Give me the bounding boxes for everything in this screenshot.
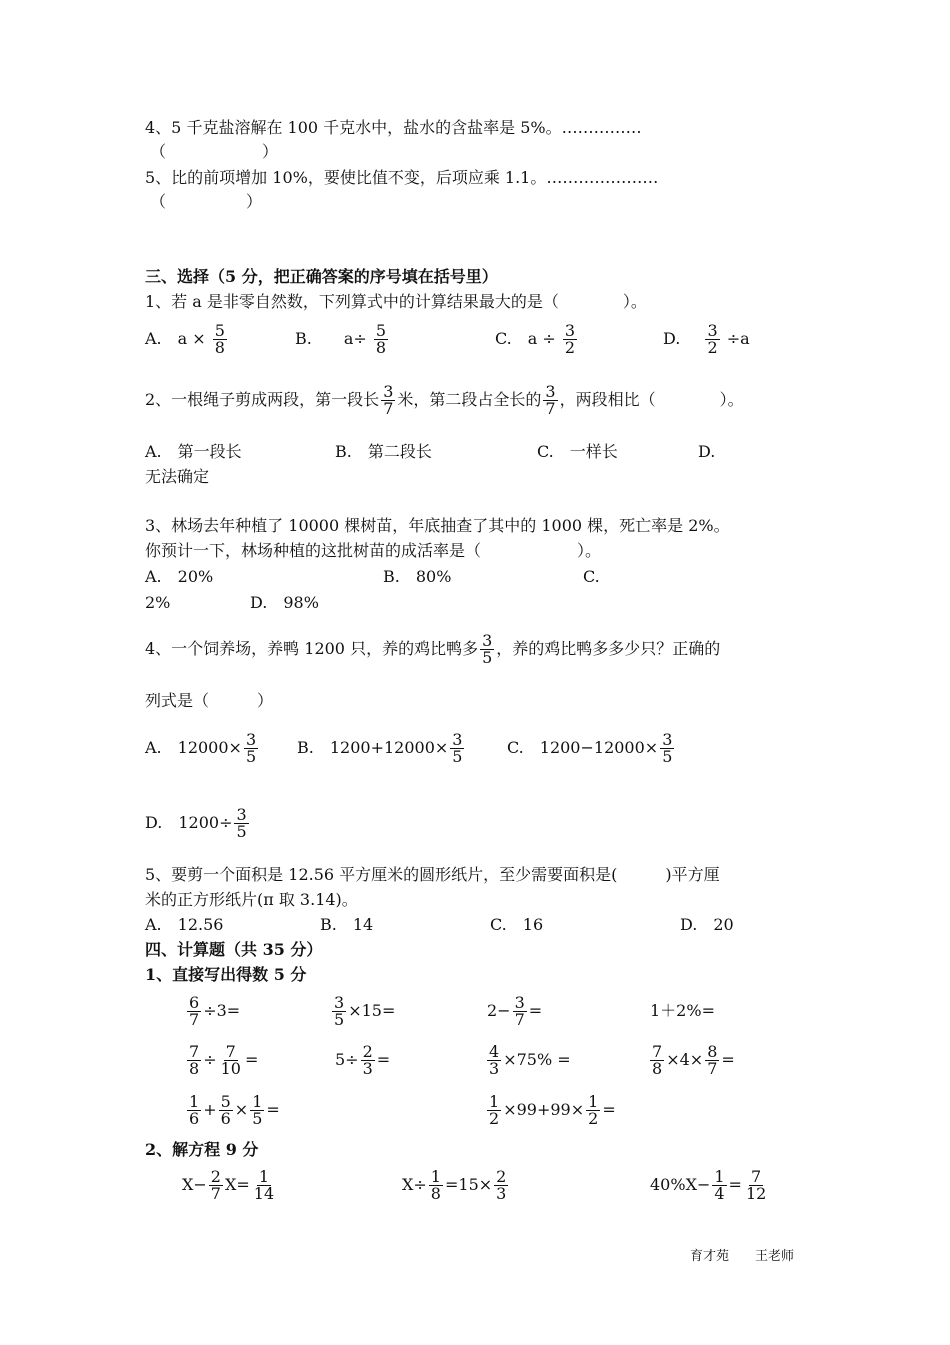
question-stem: 5、要剪一个面积是 12.56 平方厘米的圆形纸片，至少需要面积是( )平方厘: [145, 865, 720, 884]
q1-option-d[interactable]: D. $\frac{3}{2}$ ÷a: [663, 321, 750, 357]
footer-teacher: 王老师: [755, 1249, 795, 1264]
answer-paren[interactable]: （ ）: [150, 142, 279, 161]
subsection-heading: 2、解方程 9 分: [145, 1140, 259, 1159]
calc-expr: $\frac{6}{7}$ ÷3=: [189, 993, 241, 1029]
calc-expr: 1＋2%=: [650, 1001, 715, 1020]
q3-option-c[interactable]: C.: [583, 567, 600, 586]
section-heading: 三、选择（5 分，把正确答案的序号填在括号里）: [145, 267, 498, 286]
q1-option-c[interactable]: C. a ÷ $\frac{3}{2}$: [495, 321, 576, 357]
q5-option-a[interactable]: A. 12.56: [145, 915, 224, 934]
judge-q4: 4、5 千克盐溶解在 100 千克水中，盐水的含盐率是 5%。……………: [145, 118, 642, 137]
fraction: $\frac{3}{7}$: [545, 382, 556, 418]
q1-option-b[interactable]: B. a÷ $\frac{5}{8}$: [295, 321, 387, 357]
question-stem: 你预计一下，林场种植的这批树苗的成活率是（ ）。: [145, 541, 602, 560]
footer-org: 育才苑: [690, 1249, 730, 1264]
question-stem: 列式是（ ）: [145, 691, 274, 710]
calc-expr: 5÷ $\frac{2}{3}$ =: [335, 1042, 391, 1078]
calc-expr: 2− $\frac{3}{7}$ =: [487, 993, 543, 1029]
fraction: $\frac{3}{5}$: [245, 730, 257, 766]
fraction: $\frac{3}{5}$: [236, 805, 247, 841]
question-stem: 1、若 a 是非零自然数，下列算式中的计算结果最大的是（ ）。: [145, 292, 647, 311]
fraction: $\frac{3}{5}$: [482, 631, 493, 667]
q3-option-b[interactable]: B. 80%: [383, 567, 452, 586]
q2-option-b[interactable]: B. 第二段长: [335, 442, 432, 461]
subsection-heading: 1、直接写出得数 5 分: [145, 965, 307, 984]
calc-expr: $\frac{1}{6}$ + $\frac{5}{6}$ × $\frac{1}{5}$ =: [189, 1092, 280, 1128]
fraction: $\frac{5}{8}$: [214, 321, 225, 357]
fraction: $\frac{5}{8}$: [375, 321, 387, 357]
fraction: $\frac{3}{2}$: [707, 321, 718, 357]
calc-expr: $\frac{1}{2}$ ×99+99× $\frac{1}{2}$ =: [489, 1092, 616, 1128]
q4-option-d[interactable]: D. 1200÷ $\frac{3}{5}$: [145, 805, 247, 841]
calc-expr: $\frac{3}{5}$ ×15=: [334, 993, 396, 1029]
q2-option-d-text: 无法确定: [145, 467, 210, 486]
q3-option-d[interactable]: D. 98%: [250, 593, 319, 612]
calc-expr: $\frac{7}{8}$ ×4× $\frac{8}{7}$ =: [652, 1042, 735, 1078]
section-heading: 四、计算题（共 35 分）: [145, 940, 323, 959]
calc-expr: $\frac{7}{8}$ ÷ $\frac{7}{10}$ =: [189, 1042, 259, 1078]
question-stem: 3、林场去年种植了 10000 棵树苗，年底抽查了其中的 1000 棵，死亡率是 2%。: [145, 516, 730, 535]
judge-q5: 5、比的前项增加 10%，要使比值不变，后项应乘 1.1。…………………: [145, 168, 659, 187]
q3-option-a[interactable]: A. 20%: [145, 567, 214, 586]
fraction: $\frac{3}{5}$: [662, 730, 673, 766]
equation: X÷ $\frac{1}{8}$ =15× $\frac{2}{3}$: [402, 1167, 507, 1203]
q1-option-a[interactable]: A. a × $\frac{5}{8}$: [145, 321, 225, 357]
q4-option-c[interactable]: C. 1200−12000× $\frac{3}{5}$: [507, 730, 673, 766]
equation: 40%X− $\frac{1}{4}$ = $\frac{7}{12}$: [650, 1167, 767, 1203]
q2-option-d[interactable]: D.: [698, 442, 716, 461]
q5-option-d[interactable]: D. 20: [680, 915, 734, 934]
q4-option-a[interactable]: A. 12000× $\frac{3}{5}$: [145, 730, 257, 766]
calc-expr: $\frac{4}{3}$ ×75% =: [489, 1042, 571, 1078]
q5-option-b[interactable]: B. 14: [320, 915, 374, 934]
question-stem: 4、一个饲养场，养鸭 1200 只，养的鸡比鸭多 $\frac{3}{5}$ ，养的鸡比鸭多多少只？正确的: [145, 631, 721, 667]
question-stem: 2、一根绳子剪成两段，第一段长 $\frac{3}{7}$ 米，第二段占全长的 $\frac{3}{7}$ ，两段相比（ ）。: [145, 382, 744, 418]
q4-option-b[interactable]: B. 1200+12000× $\frac{3}{5}$: [297, 730, 463, 766]
q2-option-c[interactable]: C. 一样长: [537, 442, 618, 461]
fraction: $\frac{3}{2}$: [564, 321, 576, 357]
q5-option-c[interactable]: C. 16: [490, 915, 544, 934]
q2-option-a[interactable]: A. 第一段长: [145, 442, 242, 461]
answer-paren[interactable]: （ ）: [150, 192, 263, 211]
question-stem: 米的正方形纸片(π 取 3.14)。: [145, 890, 358, 909]
equation: X− $\frac{2}{7}$ X= $\frac{1}{14}$: [182, 1167, 275, 1203]
fraction: $\frac{3}{5}$: [452, 730, 463, 766]
fraction: $\frac{3}{7}$: [383, 382, 394, 418]
q3-option-c-text: 2%: [145, 593, 171, 612]
